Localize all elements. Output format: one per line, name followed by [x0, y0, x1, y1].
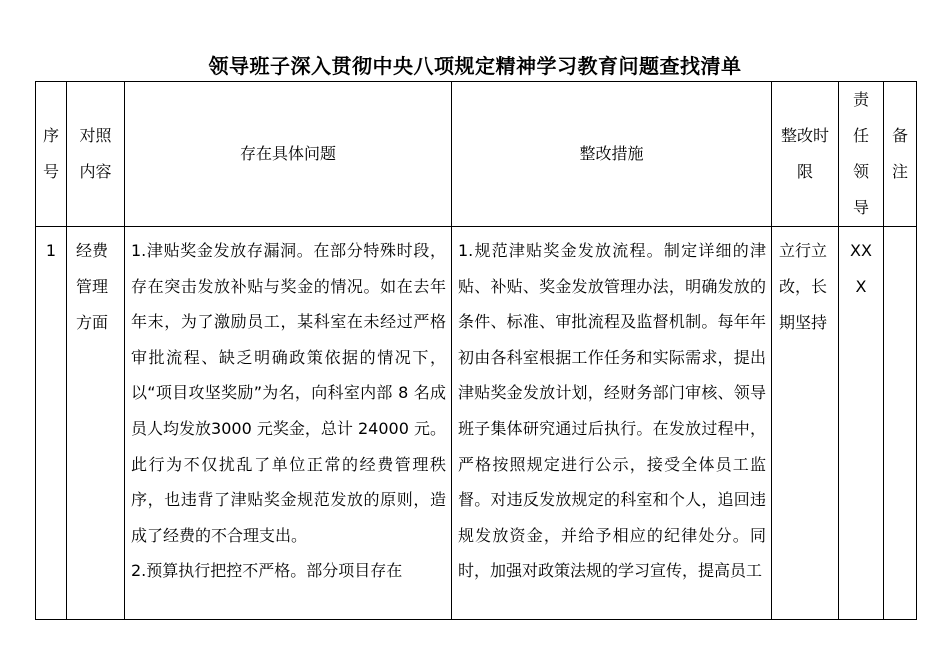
- table-row: [36, 227, 917, 620]
- header-measure: 整改措施: [452, 82, 772, 227]
- row-note: [884, 227, 917, 620]
- row-problem: 1.津贴奖金发放存漏洞。在部分特殊时段，存在突击发放补贴与奖金的情况。如在去年年末，为了激励员工，某科室在未经过严格审批流程、缺乏明确政策依据的情况下，以“项目攻坚奖励”为名，向科室内部 8 名成员人均发放3000 元奖金，总计 24000 元。此行为不仅扰乱了单位正常的经费管理秩序，也违背了津贴奖金规范发放的原则，造成了经费的不合理支出。 2.预算执行把控不严格。部分项目存在: [125, 227, 452, 620]
- header-seq: 序 号: [36, 82, 67, 227]
- row-content: 经费 管理 方面: [67, 227, 125, 620]
- header-leader: 责 任 领 导: [839, 82, 884, 227]
- row-measure: 1.规范津贴奖金发放流程。制定详细的津贴、补贴、奖金发放管理办法，明确发放的条件、标准、审批流程及监督机制。每年年初由各科室根据工作任务和实际需求，提出津贴奖金发放计划，经财务部门审核、领导班子集体研究通过后执行。在发放过程中，严格按照规定进行公示，接受全体员工监督。对违反发放规定的科室和个人，追回违规发放资金，并给予相应的纪律处分。同时，加强对政策法规的学习宣传，提高员工: [452, 227, 772, 620]
- header-deadline: 整改时 限: [772, 82, 839, 227]
- header-note: 备 注: [884, 82, 917, 227]
- row-seq: 1: [36, 227, 67, 620]
- issue-list-table: [35, 81, 917, 620]
- table-header-row: [36, 82, 917, 227]
- header-problem: 存在具体问题: [125, 82, 452, 227]
- page-title: 领导班子深入贯彻中央八项规定精神学习教育问题查找清单: [208, 54, 742, 78]
- row-leader: XX X: [839, 227, 884, 620]
- row-deadline: 立行立 改，长 期坚持: [772, 227, 839, 620]
- header-content: 对照 内容: [67, 82, 125, 227]
